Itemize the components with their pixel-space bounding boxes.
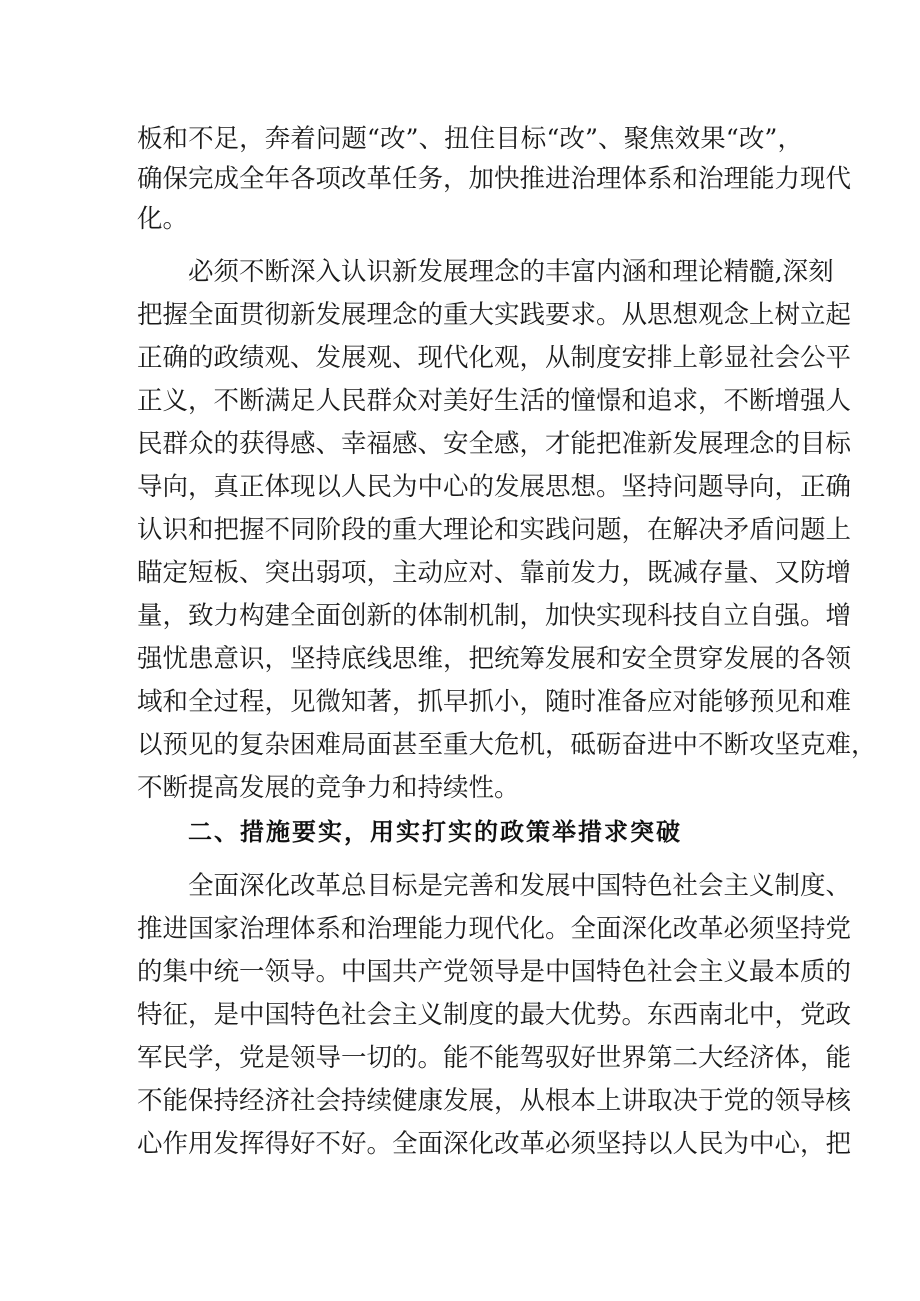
paragraph-3-line-7: 心作用发挥得好不好。全面深化改革必须坚持以人民为中心，把 <box>137 1129 852 1159</box>
section-heading: 二、措施要实，用实打实的政策举措求突破 <box>188 818 682 846</box>
paragraph-2-line-8: 瞄定短板、突出弱项，主动应对、靠前发力，既减存量、又防增 <box>137 558 852 588</box>
paragraph-2-line-1: 必须不断深入认识新发展理念的丰富内涵和理论精髓,深刻 <box>188 257 834 287</box>
paragraph-2-line-10: 强忧患意识，坚持底线思维，把统筹发展和安全贯穿发展的各领 <box>137 644 852 674</box>
paragraph-2-line-4: 正义，不断满足人民群众对美好生活的憧憬和追求，不断增强人 <box>137 386 852 416</box>
paragraph-2-line-7: 认识和把握不同阶段的重大理论和实践问题，在解决矛盾问题上 <box>137 515 852 545</box>
paragraph-1-line-1: 板和不足，奔着问题“改”、扭住目标“改”、聚焦效果“改”， <box>137 124 803 154</box>
paragraph-2-line-3: 正确的政绩观、发展观、现代化观，从制度安排上彰显社会公平 <box>137 343 852 373</box>
paragraph-3-line-5: 军民学，党是领导一切的。能不能驾驭好世界第二大经济体，能 <box>137 1043 852 1073</box>
paragraph-2-line-9: 量，致力构建全面创新的体制机制，加快实现科技自立自强。增 <box>137 601 852 631</box>
paragraph-3-line-3: 的集中统一领导。中国共产党领导是中国特色社会主义最本质的 <box>137 957 852 987</box>
paragraph-3-line-2: 推进国家治理体系和治理能力现代化。全面深化改革必须坚持党 <box>137 914 852 944</box>
paragraph-2-line-11: 域和全过程，见微知著，抓早抓小，随时准备应对能够预见和难 <box>137 687 852 717</box>
paragraph-2-line-6: 导向，真正体现以人民为中心的发展思想。坚持问题导向，正确 <box>137 472 852 502</box>
paragraph-3-line-4: 特征，是中国特色社会主义制度的最大优势。东西南北中，党政 <box>137 1000 852 1030</box>
paragraph-2-line-5: 民群众的获得感、幸福感、安全感，才能把准新发展理念的目标 <box>137 429 852 459</box>
paragraph-1-line-3: 化。 <box>137 204 189 234</box>
paragraph-2-line-13: 不断提高发展的竞争力和持续性。 <box>137 773 520 803</box>
paragraph-3-line-6: 不能保持经济社会持续健康发展，从根本上讲取决于党的领导核 <box>137 1086 852 1116</box>
paragraph-2-line-12: 以预见的复杂困难局面甚至重大危机，砥砺奋进中不断攻坚克难， <box>137 730 877 760</box>
paragraph-2-line-2: 把握全面贯彻新发展理念的重大实践要求。从思想观念上树立起 <box>137 300 852 330</box>
paragraph-3-line-1: 全面深化改革总目标是完善和发展中国特色社会主义制度、 <box>188 871 852 901</box>
paragraph-1-line-2: 确保完成全年各项改革任务，加快推进治理体系和治理能力现代 <box>137 164 852 194</box>
